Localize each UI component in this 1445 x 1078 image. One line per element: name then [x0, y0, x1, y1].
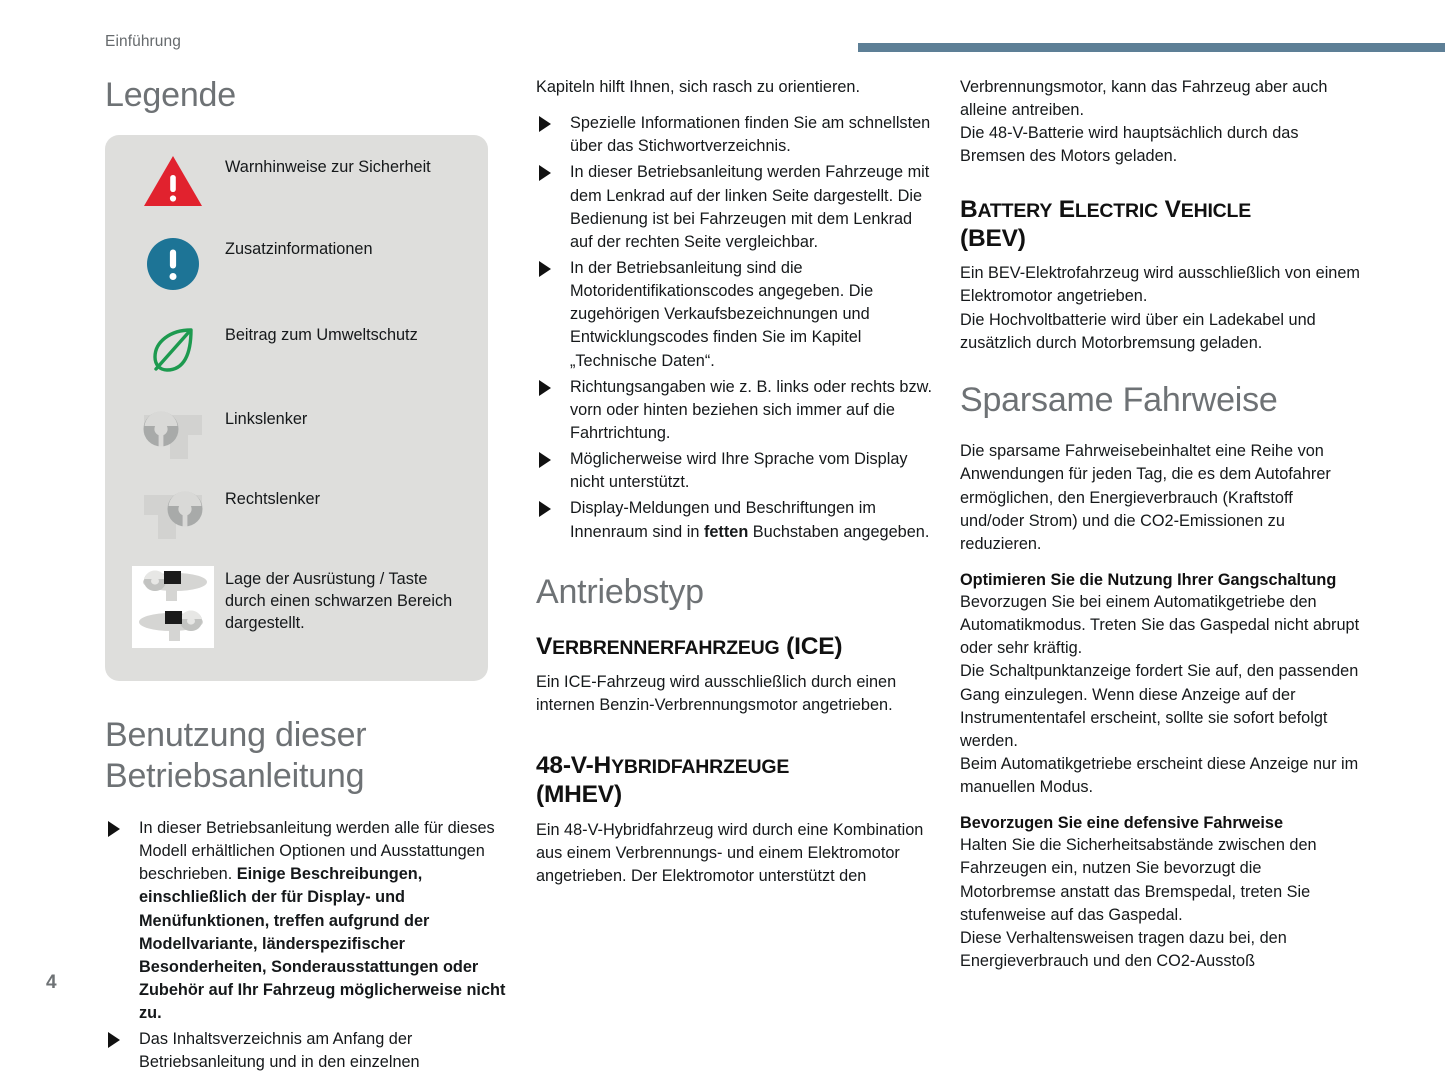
list-item: [105, 1028, 520, 1074]
warning-triangle-icon: [121, 153, 225, 209]
legend-row-info: [121, 235, 472, 313]
list-item: [536, 448, 936, 494]
list-item: [536, 112, 936, 158]
spacer: [960, 799, 1360, 812]
eco-sub2-body-2: Diese Verhaltensweisen tragen dazu bei, den Energieverbrauch und den CO2-Ausstoß: [960, 928, 1287, 971]
bullet-triangle-icon: [539, 116, 551, 132]
usage-bullet-list-continued: [536, 112, 936, 544]
header-rule: [858, 43, 1445, 52]
legend-row-lhd: [121, 405, 472, 477]
mhev-title-pre: 48-V-H: [536, 751, 612, 779]
eco-intro: Die sparsame Fahrweisebeinhaltet eine Reihe von Anwendungen für jeden Tag, die es dem Autofahrer ermöglichen, den Energieverbrauch (Kraftstoff und/oder Strom) und die CO2-Emissionen zu reduzieren.: [960, 442, 1331, 553]
bev-body-1: Ein BEV-Elektrofahrzeug wird ausschließlich von einem Elektromotor angetrieben.: [960, 264, 1360, 306]
list-item: [536, 257, 936, 373]
section-title-usage: [105, 715, 520, 797]
legend-row-environment: [121, 321, 472, 397]
legend-row-warning: [121, 153, 472, 227]
info-circle-icon: [121, 235, 225, 293]
bev-body-2: Die Hochvoltbatterie wird über ein Ladekabel und zusätzlich durch Motorbremsung geladen.: [960, 310, 1316, 352]
bullet-text-post: Buchstaben angegeben.: [748, 522, 930, 541]
legend-label-info: Zusatzinformationen: [225, 240, 373, 259]
ice-title-rest: ERBRENNERFAHRZEUG: [552, 637, 780, 660]
bullet-triangle-icon: [108, 1032, 120, 1048]
usage-title-line2: Betriebsanleitung: [105, 757, 365, 796]
column-left: [105, 76, 520, 1078]
legend-label-lhd: Linkslenker: [225, 410, 308, 429]
legend-label-environment: Beitrag zum Umweltschutz: [225, 326, 418, 345]
eco-sub1-body-2: Die Schaltpunktanzeige fordert Sie auf, den passenden Gang einzulegen. Wenn diese Anzeige auf der Instrumententafel erscheint, sollte sie sofort befolgt werden.: [960, 662, 1359, 750]
spacer: [960, 556, 1360, 569]
header-chapter-label: Einführung: [105, 33, 181, 50]
bullet-triangle-icon: [539, 452, 551, 468]
legend-label-warning: Warnhinweise zur Sicherheit: [225, 158, 431, 177]
bullet-triangle-icon: [108, 821, 120, 837]
steering-wheel-right-icon: [121, 485, 225, 547]
mhev-body: Ein 48-V-Hybridfahrzeug wird durch eine Kombination aus einem Verbrennungs- und einem Elektromotor angetrieben. Der Elektromotor unterstützt den: [536, 820, 924, 885]
bev-title-v: V: [1164, 195, 1181, 223]
bullet-triangle-icon: [539, 380, 551, 396]
bullet-text: In der Betriebsanleitung sind die Motoridentifikationscodes angegeben. Die zugehörigen Verkaufsbezeichnungen und Entwicklungscodes finden Sie im Kapitel „Technische Daten“.: [570, 258, 874, 370]
legend-label-equipment-position: Lage der Ausrüstung / Taste durch einen schwarzen Bereich dargestellt.: [225, 570, 453, 633]
bullet-text: Möglicherweise wird Ihre Sprache vom Display nicht unterstützt.: [570, 450, 908, 492]
eco-sub1-body-3: Beim Automatikgetriebe erscheint diese Anzeige nur im manuellen Modus.: [960, 755, 1359, 797]
page-title-legende: Legende: [105, 76, 236, 114]
bullet-text-emphasis: fetten: [703, 522, 749, 541]
eco-sub1-body-1: Bevorzugen Sie bei einem Automatikgetriebe den Automatikmodus. Treten Sie das Gaspedal nicht abrupt oder sehr kräftig.: [960, 593, 1360, 658]
subsection-title-ice: [536, 632, 936, 661]
subsection-title-mhev: [536, 751, 936, 810]
bev-title-line2: (BEV): [960, 224, 1026, 252]
column-middle: [536, 76, 936, 888]
bullet-triangle-icon: [539, 165, 551, 181]
bullet-triangle-icon: [539, 261, 551, 277]
bev-title-b-rest: ATTERY: [977, 199, 1053, 222]
mhev-title-line2: (MHEV): [536, 781, 622, 809]
mhev-continuation-1: Verbrennungsmotor, kann das Fahrzeug aber auch alleine antreiben.: [960, 78, 1328, 120]
eco-sub2-body-1: Halten Sie die Sicherheitsabstände zwischen den Fahrzeugen ein, nutzen Sie bevorzugt die Motorbremse anstatt das Bremspedal, treten Sie stufenweise auf das Gaspedal.: [960, 836, 1317, 924]
ice-title-paren: (ICE): [779, 633, 843, 661]
spacer: [536, 717, 936, 751]
subsection-title-bev: [960, 195, 1360, 254]
bev-title-v-rest: EHICLE: [1180, 199, 1252, 222]
legend-row-rhd: [121, 485, 472, 557]
steering-wheel-left-icon: [121, 405, 225, 467]
bullet-text: Richtungsangaben wie z. B. links oder rechts bzw. vorn oder hinten beziehen sich immer auf die Fahrtrichtung.: [570, 377, 932, 442]
spacer: [536, 99, 936, 112]
usage-title-line1: Benutzung dieser: [105, 716, 367, 755]
list-item: [536, 497, 936, 543]
dashboard-position-icon: [121, 565, 225, 649]
bev-title-e-rest: LECTRIC: [1074, 199, 1158, 222]
ice-body: Ein ICE-Fahrzeug wird ausschließlich durch einen internen Benzin-Verbrennungsmotor angetrieben.: [536, 672, 897, 714]
spacer: [536, 547, 936, 573]
bev-title-e: E: [1058, 195, 1075, 223]
list-item: [536, 161, 936, 254]
column-right: [960, 76, 1360, 973]
bullet-text-pre: Display-Meldungen und Beschriftungen im Innenraum sind in: [570, 499, 876, 541]
section-title-drivetrain: Antriebstyp: [536, 572, 704, 611]
spacer: [960, 169, 1360, 195]
bullet-text-normal: Das Inhaltsverzeichnis am Anfang der Betriebsanleitung und in den einzelnen: [139, 1030, 420, 1072]
list-item: [105, 817, 520, 1025]
section-title-eco-driving: Sparsame Fahrweise: [960, 380, 1278, 419]
continuation-paragraph: Kapiteln hilft Ihnen, sich rasch zu orientieren.: [536, 78, 860, 96]
usage-bullet-list: [105, 817, 520, 1075]
eco-sub2-title: Bevorzugen Sie eine defensive Fahrweise: [960, 814, 1284, 833]
page-header: [0, 33, 1445, 59]
page-number: 4: [46, 972, 57, 993]
mhev-title-rest: YBRIDFAHRZEUGE: [611, 755, 790, 778]
bullet-triangle-icon: [539, 501, 551, 517]
leaf-icon: [121, 321, 225, 379]
bev-title-b: B: [960, 195, 978, 223]
spacer: [960, 355, 1360, 381]
mhev-continuation-2: Die 48-V-Batterie wird hauptsächlich durch das Bremsen des Motors geladen.: [960, 124, 1299, 166]
bullet-text-normal: In dieser Betriebsanleitung werden alle für dieses Modell erhältlichen Optionen und Ausstattungen beschrieben.: [139, 819, 495, 884]
ice-title-cap: V: [536, 633, 553, 661]
legend-label-rhd: Rechtslenker: [225, 490, 321, 509]
legend-row-equipment-position: [121, 565, 472, 665]
eco-sub1-title: Optimieren Sie die Nutzung Ihrer Gangschaltung: [960, 571, 1337, 590]
bullet-text: In dieser Betriebsanleitung werden Fahrzeuge mit dem Lenkrad auf der linken Seite dargestellt. Die Bedienung ist bei Fahrzeugen mit dem Lenkrad auf der rechten Seite vergleichbar.: [570, 163, 930, 251]
bullet-text-bold: Einige Beschreibungen, einschließlich der für Display- und Menüfunktionen, treffen aufgrund der Modellvariante, länderspezifischer Besonderheiten, Sonderausstattungen oder Zubehör auf Ihr Fahrzeug möglicherweise nicht zu.: [139, 865, 506, 1023]
bullet-text: Spezielle Informationen finden Sie am schnellsten über das Stichwortverzeichnis.: [570, 114, 931, 156]
legend-box: [105, 135, 488, 681]
list-item: [536, 376, 936, 445]
